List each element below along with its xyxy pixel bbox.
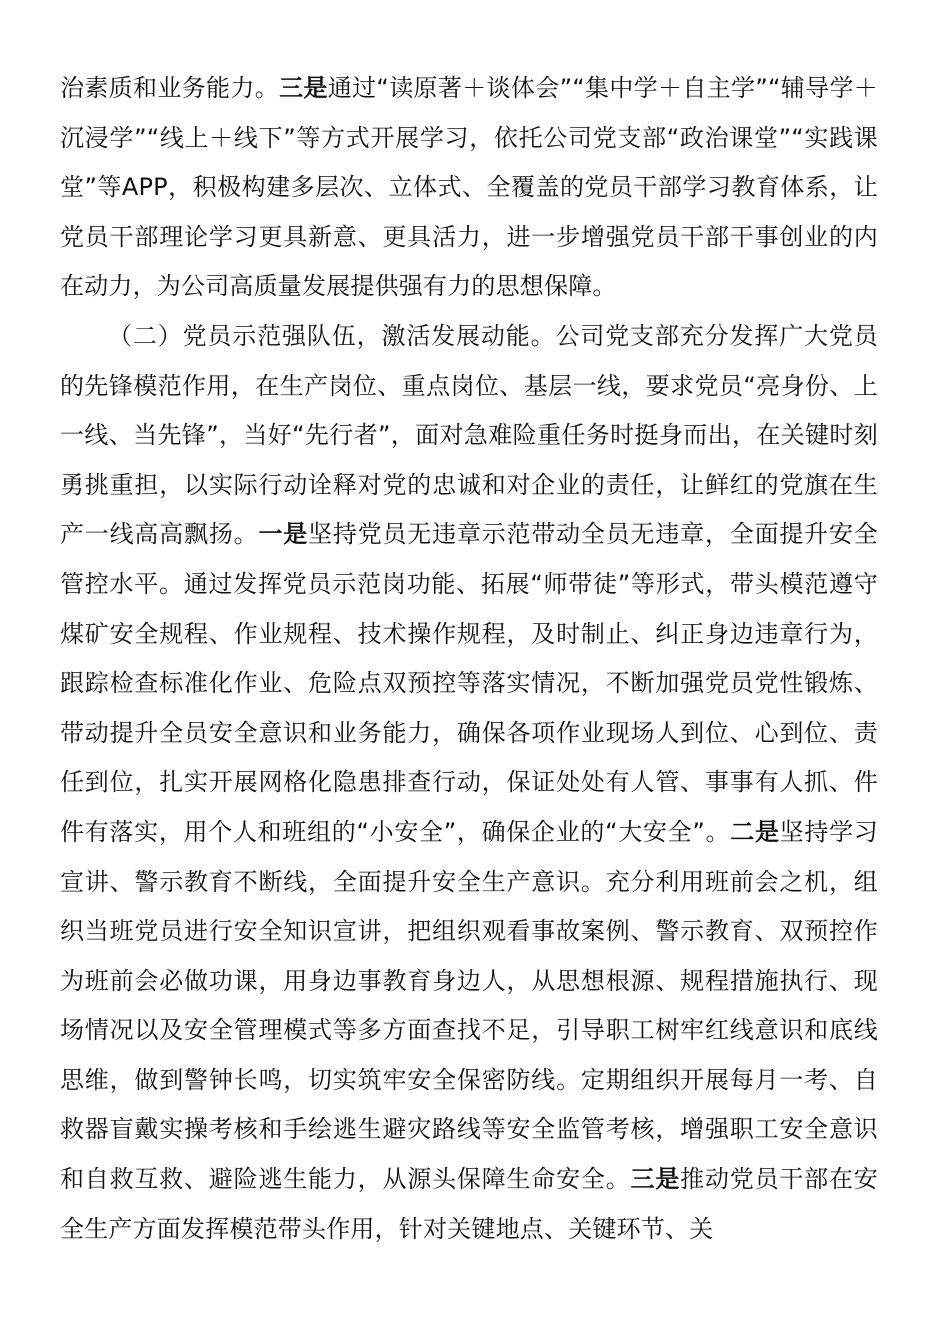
- text-segment: 治素质和业务能力。: [60, 74, 280, 102]
- document-page: [60, 64, 878, 1254]
- text-segment: 通过“读原著＋谈体会”“集中学＋自主学”“辅导学＋沉浸学”“线上＋线下”等方式开展学习，依托公司党支部“政治课堂”“实践课堂”等APP，积极构建多层次、立体式、全覆盖的党员干部学习教育体系，让党员干部理论学习更具新意、更具活力，进一步增强党员干部干事创业的内在动力，为公司高质量发展提供强有力的思想保障。: [60, 74, 878, 301]
- text-segment: 坚持学习宣讲、警示教育不断线，全面提升安全生产意识。充分利用班前会之机，组织当班党员进行安全知识宣讲，把组织观看事故案例、警示教育、双预控作为班前会必做功课，用身边事教育身边人，从思想根源、规程措施执行、现场情况以及安全管理模式等多方面查找不足，引导职工树牢红线意识和底线思维，做到警钟长鸣，切实筑牢安全保密防线。定期组织开展每月一考、自救器盲戴实操考核和手绘逃生避灾路线等安全监管考核，增强职工安全意识和自救互救、避险逃生能力，从源头保障生命安全。: [60, 817, 878, 1194]
- text-segment: 推动党员干部在安全生产方面发挥模范带头作用，针对关键地点、关键环节、关: [60, 1165, 878, 1243]
- emphasis-san-shi: 三是: [630, 1165, 681, 1194]
- emphasis-san-shi: 三是: [279, 74, 328, 102]
- emphasis-yi-shi: 一是: [258, 520, 309, 549]
- paragraph-2: [60, 312, 878, 1254]
- emphasis-er-shi: 二是: [730, 817, 780, 846]
- text-segment: 坚持党员无违章示范带动全员无违章，全面提升安全管控水平。通过发挥党员示范岗功能、拓展“师带徒”等形式，带头模范遵守煤矿安全规程、作业规程、技术操作规程，及时制止、纠正身边违章行为，跟踪检查标准化作业、危险点双预控等落实情况，不断加强党员党性锻炼、带动提升全员安全意识和业务能力，确保各项作业现场人到位、心到位、责任到位，扎实开展网格化隐患排查行动，保证处处有人管、事事有人抓、件件有落实，用个人和班组的“小安全”，确保企业的“大安全”。: [60, 520, 878, 846]
- text-segment: （二）党员示范强队伍，激活发展动能。公司党支部充分发挥广大党员的先锋模范作用，在生产岗位、重点岗位、基层一线，要求党员“亮身份、上一线、当先锋”，当好“先行者”，面对急难险重任务时挺身而出，在关键时刻勇挑重担，以实际行动诠释对党的忠诚和对企业的责任，让鲜红的党旗在生产一线高高飘扬。: [60, 321, 878, 549]
- paragraph-1: [60, 64, 878, 312]
